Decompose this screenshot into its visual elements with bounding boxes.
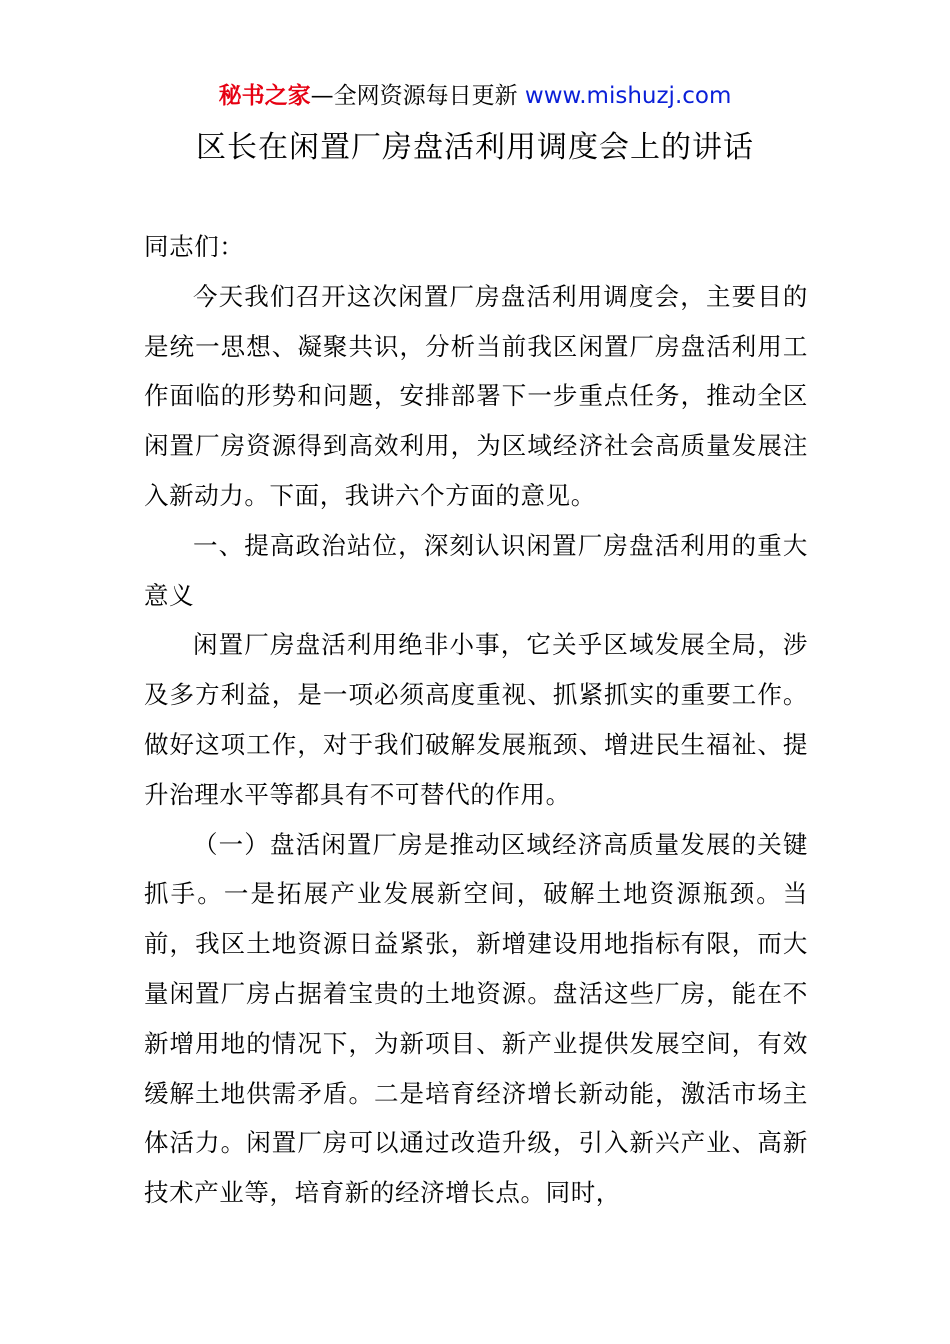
section-heading-1: 一、提高政治站位，深刻认识闲置厂房盘活利用的重大意义 <box>144 530 808 610</box>
site-url-link[interactable]: www.mishuzj.com <box>524 83 732 109</box>
paragraph-section-1: 闲置厂房盘活利用绝非小事，它关乎区域发展全局，涉及多方利益，是一项必须高度重视、抓紧抓实的重要工作。做好这项工作，对于我们破解发展瓶颈、增进民生福祉、提升治理水平等都具有不可替代的作用。 <box>144 630 808 809</box>
site-name: 秘书之家 <box>218 83 311 109</box>
document-title: 区长在闲置厂房盘活利用调度会上的讲话 <box>196 130 754 165</box>
paragraph-intro: 今天我们召开这次闲置厂房盘活利用调度会，主要目的是统一思想、凝聚共识，分析当前我区闲置厂房盘活利用工作面临的形势和问题，安排部署下一步重点任务，推动全区闲置厂房资源得到高效利用，为区域经济社会高质量发展注入新动力。下面，我讲六个方面的意见。 <box>144 281 808 510</box>
greeting: 同志们： <box>144 232 245 261</box>
site-header <box>0 80 950 112</box>
document-body <box>144 222 808 1218</box>
paragraph-subsection-1: （一）盘活闲置厂房是推动区域经济高质量发展的关键抓手。一是拓展产业发展新空间，破解土地资源瓶颈。当前，我区土地资源日益紧张，新增建设用地指标有限，而大量闲置厂房占据着宝贵的土地资源。盘活这些厂房，能在不新增用地的情况下，为新项目、新产业提供发展空间，有效缓解土地供需矛盾。二是培育经济增长新动能，激活市场主体活力。闲置厂房可以通过改造升级，引入新兴产业、高新技术产业等，培育新的经济增长点。同时， <box>144 829 808 1208</box>
site-slogan: —全网资源每日更新 <box>310 83 525 109</box>
